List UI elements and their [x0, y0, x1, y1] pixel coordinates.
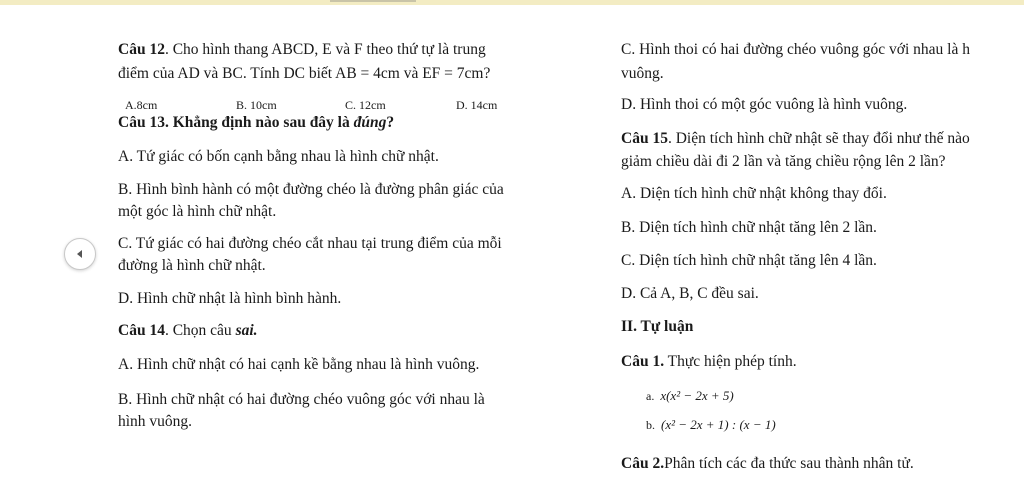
q14-option-c-line2: vuông. [621, 65, 664, 82]
q12-option-c: C. 12cm [345, 98, 386, 112]
q15-option-b: B. Diện tích hình chữ nhật tăng lên 2 lần. [621, 219, 877, 236]
q15-option-a: A. Diện tích hình chữ nhật không thay đổi. [621, 185, 887, 202]
q14-option-c-line1: C. Hình thoi có hai đường chéo vuông góc với nhau là h [621, 41, 970, 58]
q12-label: Câu 12 [118, 41, 165, 58]
previous-page-button[interactable] [64, 238, 96, 270]
q12-option-b: B. 10cm [236, 98, 277, 112]
q14-option-b-line1: B. Hình chữ nhật có hai đường chéo vuông góc với nhau là [118, 391, 485, 408]
q12-line2: điểm của AD và BC. Tính DC biết AB = 4cm và EF = 7cm? [118, 65, 491, 82]
q15-line2: giảm chiều dài đi 2 lần và tăng chiều rộng lên 2 lần? [621, 153, 946, 170]
cau1-part-a: a. x(x² − 2x + 5) [646, 388, 734, 403]
q13-title: Câu 13. Khẳng định nào sau đây là đúng? [118, 114, 395, 131]
cau2-title: Câu 2.Phân tích các đa thức sau thành nhân tử. [621, 455, 914, 472]
cau1-title: Câu 1. Thực hiện phép tính. [621, 353, 797, 370]
chevron-left-icon [74, 248, 86, 260]
q12-line1: Câu 12. Cho hình thang ABCD, E và F theo thứ tự là trung [118, 41, 486, 58]
q13-option-c-line2: đường là hình chữ nhật. [118, 257, 266, 274]
q15-line1: Câu 15. Diện tích hình chữ nhật sẽ thay đổi như thế nào [621, 130, 970, 147]
q12-option-d: D. 14cm [456, 98, 498, 112]
q15-option-c: C. Diện tích hình chữ nhật tăng lên 4 lần. [621, 252, 877, 269]
q14-title: Câu 14. Chọn câu sai. [118, 322, 258, 339]
q13-option-d: D. Hình chữ nhật là hình bình hành. [118, 290, 342, 307]
top-bar-tab [330, 0, 416, 2]
q13-option-c-line1: C. Tứ giác có hai đường chéo cắt nhau tại trung điểm của mỗi [118, 235, 502, 252]
q12-option-a: A.8cm [125, 98, 158, 112]
q15-option-d: D. Cả A, B, C đều sai. [621, 285, 759, 302]
q13-option-b-line1: B. Hình bình hành có một đường chéo là đường phân giác của [118, 181, 504, 198]
q14-option-a: A. Hình chữ nhật có hai cạnh kề bằng nhau là hình vuông. [118, 356, 480, 373]
cau1-expression-a: x(x² − 2x + 5) [660, 388, 734, 403]
q14-option-d: D. Hình thoi có một góc vuông là hình vuông. [621, 96, 908, 113]
cau1-expression-b: (x² − 2x + 1) : (x − 1) [661, 417, 776, 432]
part2-heading: II. Tự luận [621, 318, 694, 335]
cau1-part-b: b. (x² − 2x + 1) : (x − 1) [646, 417, 776, 432]
q14-option-b-line2: hình vuông. [118, 413, 193, 430]
top-bar [0, 0, 1024, 5]
q13-option-a: A. Tứ giác có bốn cạnh bằng nhau là hình chữ nhật. [118, 148, 439, 165]
q13-option-b-line2: một góc là hình chữ nhật. [118, 203, 277, 220]
